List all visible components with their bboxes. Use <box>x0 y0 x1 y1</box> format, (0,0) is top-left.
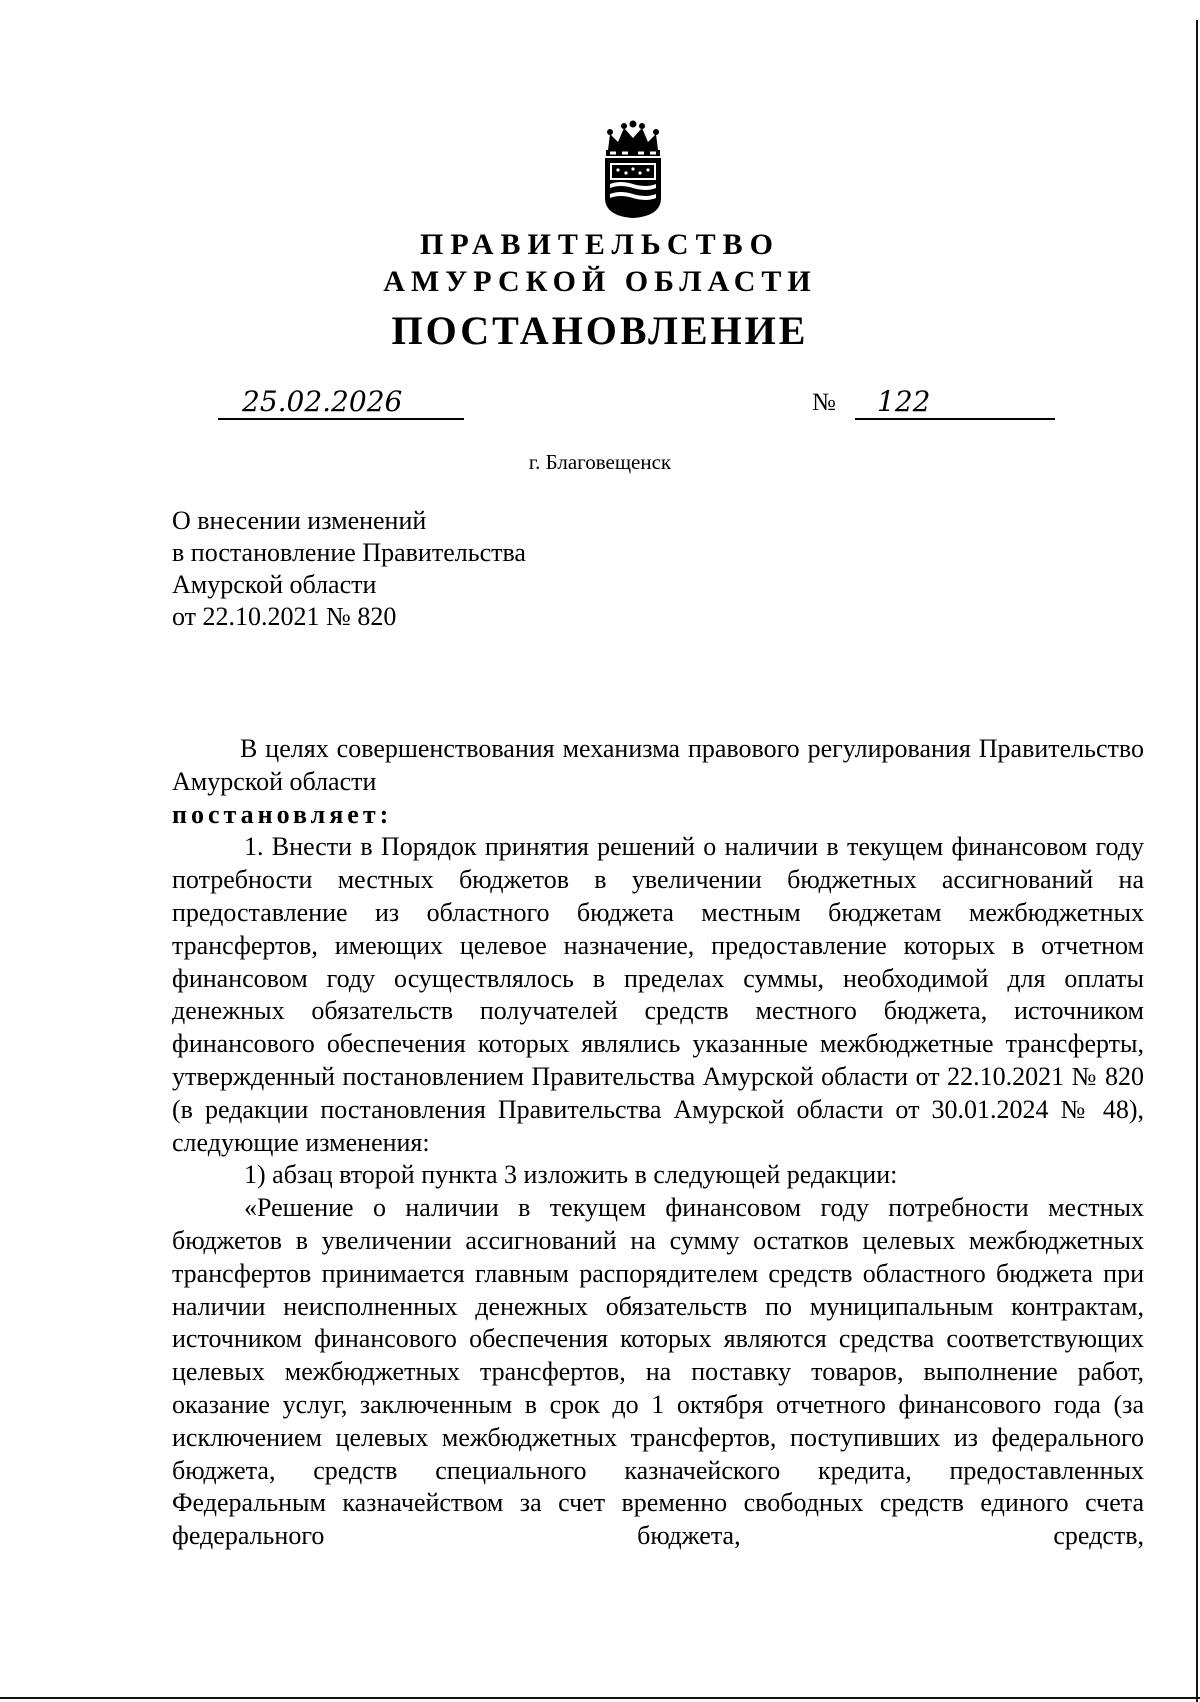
resolves-line: постановляет: <box>172 799 393 829</box>
number-field <box>855 385 1055 420</box>
scan-border-bottom <box>0 1697 1200 1699</box>
handwritten-date: 25.02.2026 <box>242 385 403 418</box>
subject-line: от 22.10.2021 № 820 <box>172 602 397 631</box>
number-label: № <box>812 389 836 416</box>
government-title-line2: АМУРСКОЙ ОБЛАСТИ <box>383 265 817 298</box>
city-line: г. Благовещенск <box>528 450 672 474</box>
subitem-1-paragraph: 1) абзац второй пункта 3 изложить в следующей редакции: <box>244 1160 898 1190</box>
document-type-title: ПОСТАНОВЛЕНИЕ <box>391 308 809 353</box>
handwritten-number: 122 <box>877 385 931 418</box>
subject-line: в постановление Правительства <box>172 538 526 567</box>
quote-paragraph: «Решение о наличии в текущем финансовом году потребности местных бюджетов в увеличении ассигнований на сумму остатков целевых межбюджетных трансфертов принимается главным распорядителем средств областного бюджета при наличии неисполненных денежных обязательств по муниципальным контрактам, источником финансового обеспечения которых являются средства соответствующих целевых межбюджетных трансфертов, на поставку товаров, выполнение работ, оказание услуг, заключенным в срок до 1 октября отчетного финансового года (за исключением целевых межбюджетных трансфертов, поступивших из федерального бюджета, средств специального казначейского кредита, предоставленных Федеральным казначейством за счет временно свободных средств единого счета федерального бюджета, средств, <box>172 1193 1144 1551</box>
coat-of-arms-icon <box>600 120 666 220</box>
subject-line: О внесении изменений <box>172 506 427 535</box>
preamble-paragraph: В целях совершенствования механизма правового регулирования Правительство Амурской области <box>172 734 1144 796</box>
subject-block <box>172 505 526 633</box>
item-1-paragraph: 1. Внести в Порядок принятия решений о наличии в текущем финансовом году потребности местных бюджетов в увеличении бюджетных ассигнований на предоставление из областного бюджета местным бюджетам межбюджетных трансфертов, имеющих целевое назначение, предоставление которых в отчетном финансовом году осуществлялось в пределах суммы, необходимой для оплаты денежных обязательств получателей средств местного бюджета, источником финансового обеспечения которых являлись указанные межбюджетные трансферты, утвержденный постановлением Правительства Амурской области от 22.10.2021 № 820 (в редакции постановления Правительства Амурской области от 30.01.2024 № 48), следующие изменения: <box>172 832 1144 1157</box>
government-title-line1: ПРАВИТЕЛЬСТВО <box>420 228 780 261</box>
subject-line: Амурской области <box>172 570 377 599</box>
date-field <box>218 385 464 420</box>
document-body <box>172 733 1144 1553</box>
